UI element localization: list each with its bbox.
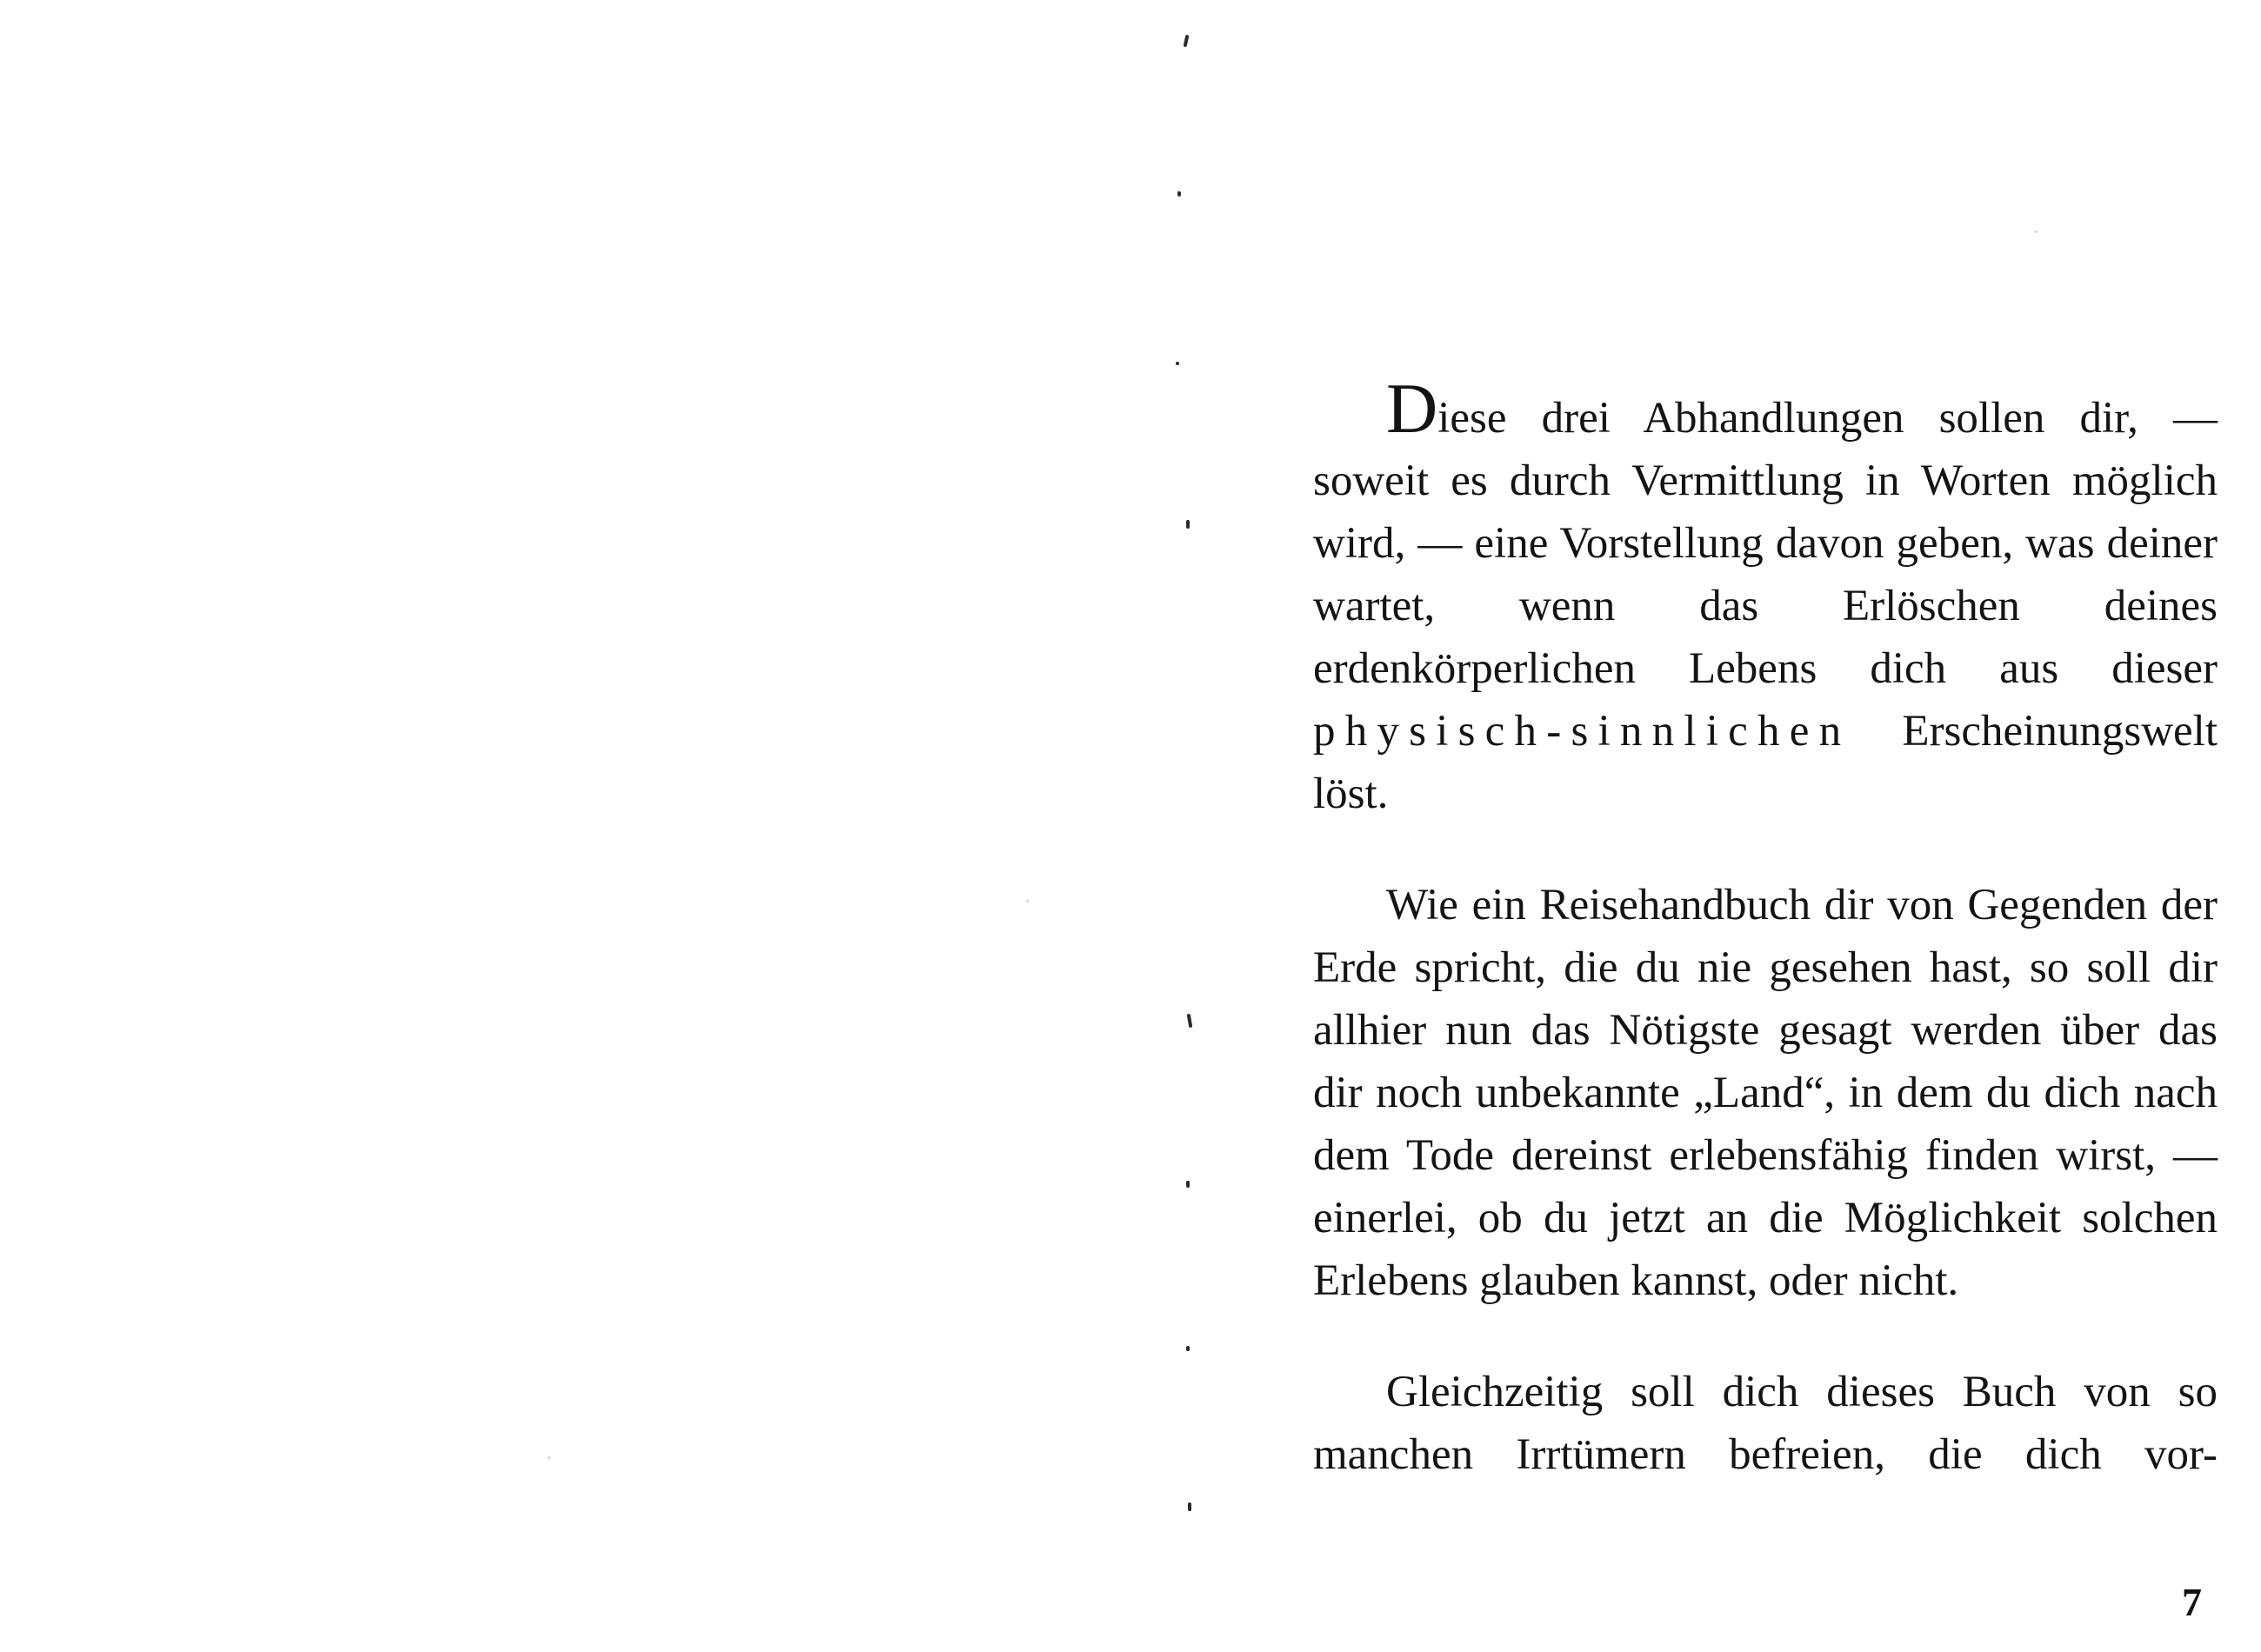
body-text	[1313, 369, 2218, 1486]
right-page	[1183, 0, 2261, 1652]
paper-speck	[1026, 900, 1029, 903]
gutter-mark	[1176, 362, 1179, 365]
paragraph-1-text-end: Erscheinungswelt löst.	[1313, 707, 2218, 818]
paragraph-1-text: iese drei Abhandlungen sollen dir, — soweit es durch Vermittlung in Worten möglich wird, — eine Vorstellung davon geben, was deiner wartet, wenn das Erlöschen deines erdenkörperlichen Lebens dich aus dieser	[1313, 394, 2218, 693]
gutter-mark	[1177, 191, 1181, 197]
paper-speck	[2035, 230, 2038, 233]
spaced-emphasis: physisch-sinnlichen	[1313, 707, 1851, 756]
paragraph-1	[1313, 369, 2218, 825]
page-number: 7	[2182, 1580, 2202, 1624]
drop-cap: D	[1386, 369, 1438, 448]
paragraph-2: Wie ein Reisehandbuch dir von Gegenden der Erde spricht, die du nie gesehen hast, so soll dir allhier nun das Nötigste gesagt werden über das dir noch unbekannte „Land“, in dem du dich nach dem Tode dereinst erlebensfähig finden wirst, — einerlei, ob du jetzt an die Möglichkeit solchen Erlebens glauben kannst, oder nicht.	[1313, 881, 2218, 1305]
paper-speck	[548, 1456, 550, 1459]
paragraph-3: Gleichzeitig soll dich dieses Buch von so manchen Irrtümern befreien, die dich vor-	[1313, 1368, 2218, 1479]
